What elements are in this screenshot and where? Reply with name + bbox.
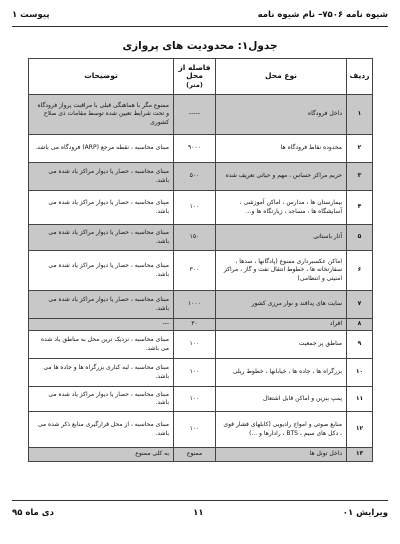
revision-label: ویرایش ۰۱ xyxy=(342,508,388,518)
table-row xyxy=(29,163,373,191)
row-index-cell: ۷ xyxy=(347,291,373,319)
row-distance-cell: ۵۰۰ xyxy=(174,163,216,191)
column-header-index: ردیف xyxy=(347,59,373,95)
row-type-cell: محدوده نقاط فرودگاه ها xyxy=(216,135,347,163)
row-index-cell: ۱۲ xyxy=(347,412,373,448)
row-type-cell: حریم مراکز حساس ، مهم و حیاتی تعریف شده xyxy=(216,163,347,191)
row-type-cell: داخل تونل ها xyxy=(216,448,347,462)
table-row xyxy=(29,359,373,387)
column-header-distance xyxy=(174,59,216,95)
row-type-cell: افراد xyxy=(216,319,347,331)
header-divider xyxy=(12,26,388,27)
row-distance-cell: ۱۵۰ xyxy=(174,225,216,251)
table-row xyxy=(29,319,373,331)
row-distance-cell: ۱۰۰ xyxy=(174,331,216,359)
row-index-cell: ۸ xyxy=(347,319,373,331)
table-row xyxy=(29,448,373,462)
appendix-label: پیوست ۱ xyxy=(12,10,50,20)
table-row xyxy=(29,331,373,359)
row-type-cell: بزرگراه ها ، جاده ها ، خیابانها ، خطوط ریلی xyxy=(216,359,347,387)
flight-restrictions-table xyxy=(28,58,373,462)
row-type-cell: پمپ بنزین و اماکن قابل اشتعال xyxy=(216,387,347,412)
table-header-row xyxy=(29,59,373,95)
row-index-cell: ۱۰ xyxy=(347,359,373,387)
row-type-cell: سایت های پدافند و نوار مرزی کشور xyxy=(216,291,347,319)
row-index-cell: ۱ xyxy=(347,95,373,135)
row-index-cell: ۴ xyxy=(347,191,373,225)
distance-header-unit: (متر) xyxy=(186,80,203,89)
row-type-cell: منابع صوتی و امواج رادیویی (کابلهای فشار قوی ، دکل های سیم ، BTS ، رادارها و ...) xyxy=(216,412,347,448)
row-distance-cell: ممنوع xyxy=(174,448,216,462)
document-title: شیوه نامه ۷۵۰۶– نام شیوه نامه xyxy=(257,10,388,20)
table-row xyxy=(29,135,373,163)
row-distance-cell: ۱۰۰۰ xyxy=(174,291,216,319)
row-index-cell: ۱۱ xyxy=(347,387,373,412)
table-row xyxy=(29,251,373,291)
row-index-cell: ۲ xyxy=(347,135,373,163)
row-distance-cell: ۳۰ xyxy=(174,319,216,331)
row-description-cell: ممنوع مگر با هماهنگی قبلی با مراقبت پرواز فرودگاه و تحت شرایط تعیین شده توسط مقامات ذی صلاح کشوری xyxy=(29,95,174,135)
column-header-description: توضیحات xyxy=(29,59,174,95)
table-row xyxy=(29,387,373,412)
row-description-cell: مبنای محاسبه ، حصار یا دیوار مراکز یاد شده می باشد. xyxy=(29,291,174,319)
row-distance-cell: ----- xyxy=(174,95,216,135)
row-distance-cell: ۱۰۰ xyxy=(174,412,216,448)
row-description-cell: مبنای محاسبه ، حصار یا دیوار مراکز یاد شده می باشد. xyxy=(29,251,174,291)
row-distance-cell: ۱۰۰ xyxy=(174,359,216,387)
row-description-cell: مبنای محاسبه ، حصار یا دیوار مراکز یاد شده می باشد. xyxy=(29,225,174,251)
row-description-cell: مبنای محاسبه ، نقطه مرجع (ARP) فرودگاه می باشد. xyxy=(29,135,174,163)
row-description-cell: --- xyxy=(29,319,174,331)
row-distance-cell: ۳۰۰ xyxy=(174,251,216,291)
row-type-cell: داخل فرودگاه xyxy=(216,95,347,135)
table-row xyxy=(29,191,373,225)
table-row xyxy=(29,225,373,251)
row-type-cell: بیمارستان ها ، مدارس ، اماکن آموزشی ، آسایشگاه ها ، مساجد ، زیارتگاه ها و... xyxy=(216,191,347,225)
row-type-cell: مناطق پر جمعیت xyxy=(216,331,347,359)
row-description-cell: مبنای محاسبه ، از محل قرارگیری منابع ذکر شده می باشد. xyxy=(29,412,174,448)
row-index-cell: ۵ xyxy=(347,225,373,251)
table-row xyxy=(29,412,373,448)
page-header xyxy=(12,7,388,23)
distance-header-label: فاصله از محل xyxy=(178,62,211,81)
row-index-cell: ۹ xyxy=(347,331,373,359)
row-description-cell: مبنای محاسبه ، لبه کناری بزرگراه ها و جاده ها می باشد. xyxy=(29,359,174,387)
row-description-cell: مبنای محاسبه ، حصار یا دیوار مراکز یاد شده می باشد. xyxy=(29,163,174,191)
row-distance-cell: ۹۰۰۰ xyxy=(174,135,216,163)
row-description-cell: مبنای محاسبه ، حصار یا دیوار مراکز یاد شده می باشد. xyxy=(29,387,174,412)
row-index-cell: ۶ xyxy=(347,251,373,291)
footer-divider xyxy=(12,500,388,501)
row-description-cell: مبنای محاسبه ، حصار یا دیوار مراکز یاد شده می باشد. xyxy=(29,191,174,225)
row-description-cell: به کلی ممنوع xyxy=(29,448,174,462)
table-row xyxy=(29,291,373,319)
row-distance-cell: ۱۰۰ xyxy=(174,191,216,225)
table-caption: جدول۱: محدودیت های پروازی xyxy=(122,40,278,52)
row-distance-cell: ۱۰۰ xyxy=(174,387,216,412)
row-index-cell: ۱۳ xyxy=(347,448,373,462)
column-header-type: نوع محل xyxy=(216,59,347,95)
page-footer xyxy=(12,506,388,520)
row-description-cell: مبنای محاسبه ، نزدیک ترین محل به مناطق یاد شده می باشد. xyxy=(29,331,174,359)
page-number: ۱۱ xyxy=(193,508,204,518)
row-type-cell: اماکن عکسبرداری ممنوع (پادگانها ، سدها ، سفارتخانه ها ، خطوط انتقال نفت و گاز ، مراکز امنیتی و انتظامی) xyxy=(216,251,347,291)
table-row xyxy=(29,95,373,135)
row-type-cell: آثار باستانی xyxy=(216,225,347,251)
date-label: دی ماه ۹۵ xyxy=(12,508,54,518)
row-index-cell: ۳ xyxy=(347,163,373,191)
